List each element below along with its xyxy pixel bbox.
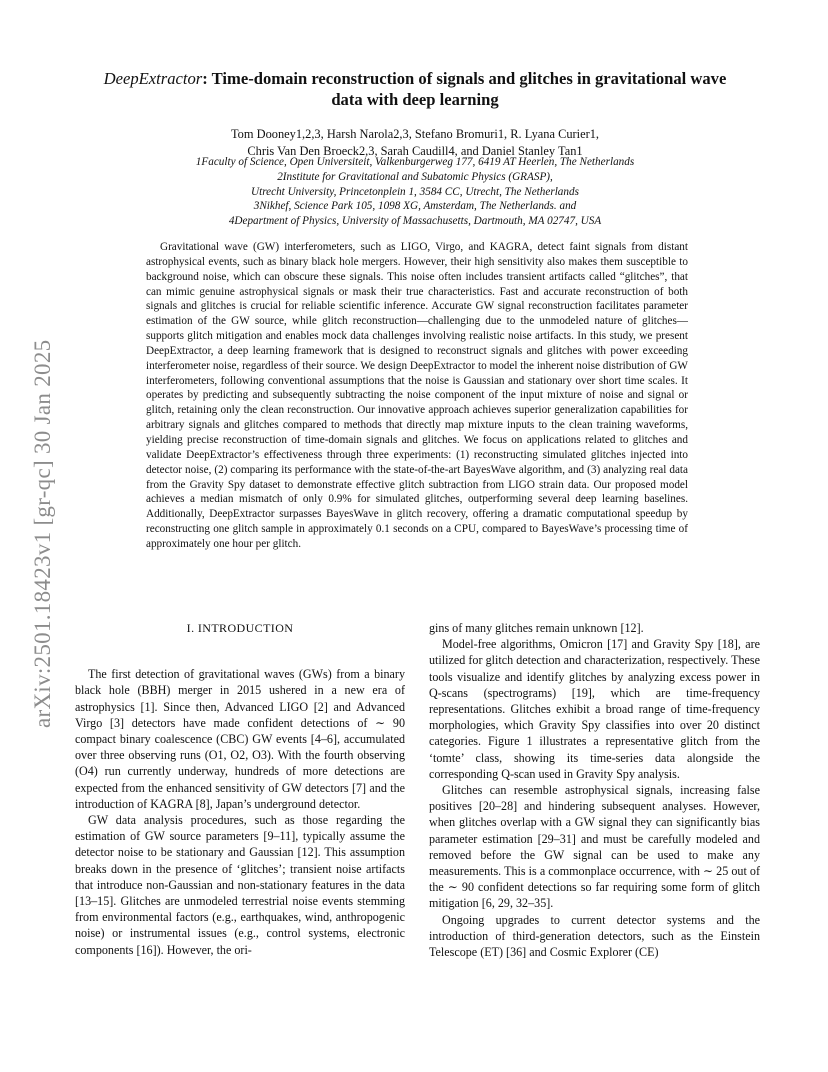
section-heading-introduction: I. INTRODUCTION bbox=[186, 621, 294, 635]
right-column bbox=[429, 620, 760, 960]
affiliation-line: Utrecht University, Princetonplein 1, 3584 CC, Utrecht, The Netherlands bbox=[251, 185, 579, 198]
paragraph: Glitches can resemble astrophysical signals, increasing false positives [20–28] and hindering subsequent analyses. However, when glitches overlap with a GW signal they can significantly bias parameter estimation [29–31] and must be carefully modeled and removed before the GW signal can be used to make any measurements. This is a commonplace occurrence, with ∼ 25 out of the ∼ 90 confident detections so far requiring some form of glitch mitigation [6, 29, 32–35]. bbox=[429, 783, 760, 911]
affiliation-line: 3Nikhef, Science Park 105, 1098 XG, Amsterdam, The Netherlands. and bbox=[253, 200, 577, 213]
author-line: Tom Dooney1,2,3, Harsh Narola2,3, Stefano Bromuri1, R. Lyana Curier1, bbox=[230, 127, 600, 141]
author-line: Chris Van Den Broeck2,3, Sarah Caudill4, and Daniel Stanley Tan1 bbox=[247, 143, 583, 158]
abstract bbox=[146, 240, 688, 552]
paragraph: The first detection of gravitational waves (GWs) from a binary black hole (BBH) merger in 2015 ushered in a new era of astrophysics [1]. Since then, Advanced LIGO [2] and Advanced Virgo [3] detectors have made confident detections of ∼ 90 compact binary coalescence (CBC) GW events [4–6], accumulated over three observing runs (O1, O2, O3). With the fourth observing (O4) run currently underway, hundreds of more detections are expected from the enhanced sensitivity of GW detectors [7] and the introduction of KAGRA [8], Japan’s underground detector. bbox=[75, 667, 405, 811]
arxiv-identifier: arXiv:2501.18423v1 [gr-qc] 30 Jan 2025 bbox=[30, 339, 55, 728]
left-column bbox=[75, 620, 405, 958]
affiliation-list bbox=[90, 155, 740, 229]
paragraph: gins of many glitches remain unknown [12]. bbox=[429, 621, 644, 635]
title-text: : Time-domain reconstruction of signals and glitches in gravitational wave data with deep learning bbox=[202, 69, 727, 109]
paper-title bbox=[90, 68, 740, 110]
title-model-name: DeepExtractor bbox=[103, 69, 203, 88]
paragraph: GW data analysis procedures, such as those regarding the estimation of GW source parameters [9–11], typically assume the detector noise to be stationary and Gaussian [12]. This assumption breaks down in the presence of ‘glitches’; transient noise artifacts that introduce non-Gaussian and non-stationary features in the data [13–15]. Glitches are unmodeled terrestrial noise events stemming from environmental factors (e.g., earthquakes, wind, anthropogenic noise) or instrumental issues (e.g., control systems, electronic components [16]). However, the ori- bbox=[75, 813, 405, 957]
paragraph: Ongoing upgrades to current detector systems and the introduction of third-generation detectors, such as the Einstein Telescope (ET) [36] and Cosmic Explorer (CE) bbox=[429, 912, 760, 960]
abstract-text: Gravitational wave (GW) interferometers, such as LIGO, Virgo, and KAGRA, detect faint signals from distant astrophysical events, such as binary black hole mergers. However, their high sensitivity also makes them susceptible to background noise, which can obscure these signals. This noise often includes transient artifacts called “glitches”, that can mimic genuine astrophysical signals or mask their true characteristics. Fast and accurate reconstruction of both signals and glitches is crucial for reliable scientific inference. Accurate GW signal reconstruction facilitates parameter estimation of the GW source, while glitch reconstruction—challenging due to the unmodeled nature of glitches—supports glitch mitigation and enables mock data challenges involving realistic noise artifacts. In this study, we present DeepExtractor, a deep learning framework that is designed to reconstruct signals and glitches with power exceeding interferometer noise, regardless of their source. We design DeepExtractor to model the inherent noise distribution of GW interferometers, following conventional assumptions that the noise is Gaussian and stationary over short time scales. It operates by predicting and subsequently subtracting the noise component of the input mixture of noise and signal or glitch, retaining only the clean reconstruction. Our innovative approach achieves superior generalization capabilities for arbitrary signals and glitches compared to methods that directly map mixture inputs to the clean training waveforms, yielding precise reconstruction of time-domain signals and glitches. We focus on applications related to glitches and validate DeepExtractor’s effectiveness through three experiments: (1) reconstructing simulated glitches injected into detector noise, (2) comparing its performance with the state-of-the-art BayesWave algorithm, and (3) analyzing real data from the Gravity Spy dataset to demonstrate effective glitch subtraction from LIGO strain data. Our proposed model achieves a median mismatch of only 0.9% for simulated glitches, outperforming several deep learning baselines. Additionally, DeepExtractor surpasses BayesWave in glitch recovery, offering a dramatic computational speedup by reconstructing one glitch sample in approximately 0.1 seconds on a CPU, compared to BayesWave’s processing time of approximately one hour per glitch. bbox=[146, 241, 688, 550]
affiliation-line: 2Institute for Gravitational and Subatomic Physics (GRASP), bbox=[277, 170, 553, 183]
affiliation-line: 1Faculty of Science, Open Universiteit, Valkenburgerweg 177, 6419 AT Heerlen, The Netherlands bbox=[195, 156, 635, 168]
affiliation-line: 4Department of Physics, University of Massachusetts, Dartmouth, MA 02747, USA bbox=[228, 215, 602, 228]
paragraph: Model-free algorithms, Omicron [17] and Gravity Spy [18], are utilized for glitch detection and characterization, respectively. These tools visualize and identify glitches by analyzing excess power in Q-scans (spectrograms) [19], which are time-frequency representations. Glitches exhibit a broad range of time-frequency morphologies, which Gravity Spy classifies into over 20 distinct categories. Figure 1 illustrates a representative glitch from the ‘tomte’ class, showing its time-series data alongside the corresponding Q-scan used in Gravity Spy analysis. bbox=[429, 637, 760, 781]
